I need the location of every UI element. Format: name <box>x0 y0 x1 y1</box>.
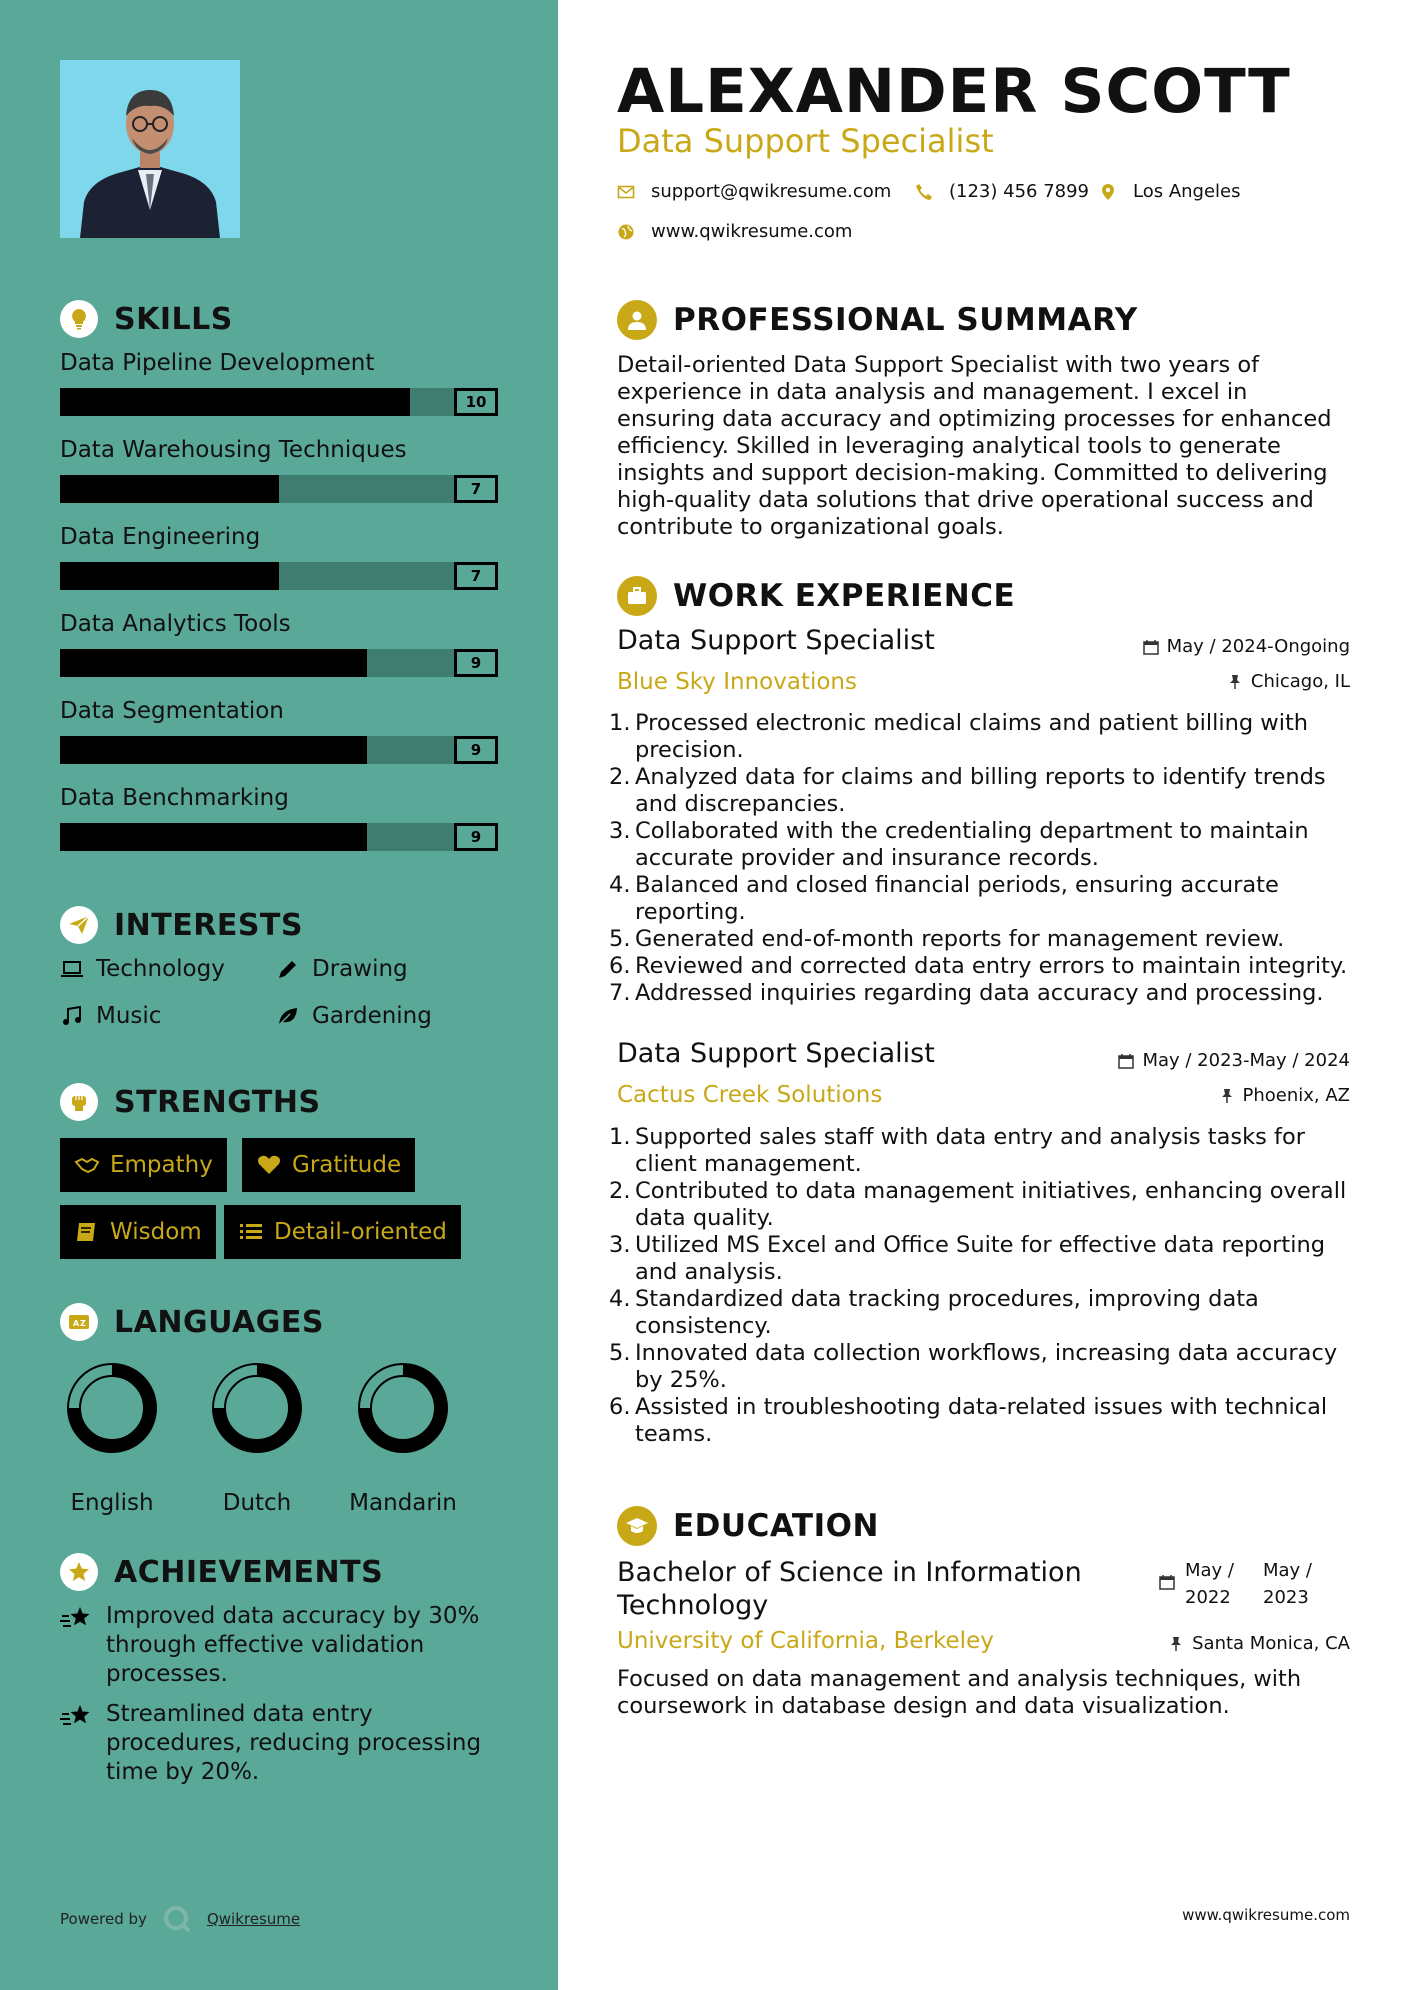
shooting-star-icon <box>60 1604 94 1634</box>
candidate-name: ALEXANDER SCOTT <box>617 56 1291 127</box>
map-pin-icon <box>1099 183 1117 201</box>
achievement-text: Streamlined data entry procedures, reducing processing time by 20%. <box>106 1701 482 1785</box>
strength-label: Empathy <box>110 1152 213 1178</box>
job-dates-text: May / 2023-May / 2024 <box>1142 1050 1350 1071</box>
education-title: EDUCATION <box>673 1508 879 1544</box>
strength-tag <box>224 1205 461 1259</box>
list-item <box>609 1124 1350 1178</box>
list-number: 5. <box>609 1340 631 1366</box>
language-ring <box>353 1358 453 1458</box>
list-item-text: Utilized MS Excel and Office Suite for effective data reporting and analysis. <box>635 1232 1326 1285</box>
pushpin-icon <box>1219 1088 1235 1104</box>
website-text[interactable]: www.qwikresume.com <box>651 221 853 242</box>
pushpin-icon <box>1227 674 1243 690</box>
email-text[interactable]: support@qwikresume.com <box>651 181 892 202</box>
list-number: 3. <box>609 818 631 844</box>
list-number: 4. <box>609 872 631 898</box>
skill-bar-fill <box>60 562 279 590</box>
list-icon <box>238 1219 264 1245</box>
skill-item <box>60 350 498 416</box>
language-name: Dutch <box>222 1490 292 1516</box>
skills-title: SKILLS <box>114 301 233 337</box>
interest-item <box>60 1003 161 1029</box>
skill-bar-fill <box>60 388 410 416</box>
achievements-title: ACHIEVEMENTS <box>114 1554 384 1590</box>
list-item <box>609 872 1350 926</box>
footer-website[interactable]: www.qwikresume.com <box>1182 1906 1350 1924</box>
list-item-text: Addressed inquiries regarding data accuracy and processing. <box>635 980 1324 1006</box>
list-item-text: Standardized data tracking procedures, improving data consistency. <box>635 1286 1259 1339</box>
phone-icon <box>915 183 933 201</box>
calendar-icon <box>1118 1053 1134 1069</box>
sidebar <box>0 0 558 1990</box>
summary-text: Detail-oriented Data Support Specialist with two years of experience in data analysis and management. I excel in ensuring data accuracy and optimizing processes for enhanced efficiency. Skilled in leveraging analytical tools to generate insights and support decision-making. Committed to delivering high-quality data solutions that drive operational success and contribute to organizational goals. <box>617 352 1332 540</box>
calendar-icon <box>1143 639 1159 655</box>
skill-value: 7 <box>454 562 498 590</box>
list-item <box>609 1286 1350 1340</box>
job-responsibilities <box>609 710 1350 1007</box>
envelope-icon <box>617 183 635 201</box>
strength-label: Gratitude <box>292 1152 402 1178</box>
contact-phone <box>915 181 1089 202</box>
list-number: 7. <box>609 980 631 1006</box>
job-dates <box>1118 1050 1350 1071</box>
interest-label: Gardening <box>312 1003 432 1029</box>
education-end-date: May / 2023 <box>1263 1560 1312 1608</box>
qwikresume-link[interactable]: Qwikresume <box>206 1910 301 1928</box>
skill-bar-fill <box>60 649 367 677</box>
heart-icon <box>256 1152 282 1178</box>
list-item-text: Balanced and closed financial periods, ensuring accurate reporting. <box>635 872 1279 925</box>
skill-name: Data Pipeline Development <box>60 350 375 376</box>
language-icon <box>60 1303 98 1341</box>
list-item-text: Contributed to data management initiatives, enhancing overall data quality. <box>635 1178 1347 1231</box>
list-number: 2. <box>609 764 631 790</box>
skill-item <box>60 698 498 764</box>
list-number: 6. <box>609 953 631 979</box>
strength-tag <box>60 1205 216 1259</box>
job-location-text: Chicago, IL <box>1250 671 1350 692</box>
job-company: Blue Sky Innovations <box>617 669 857 695</box>
list-number: 1. <box>609 710 631 736</box>
paper-plane-icon <box>60 906 98 944</box>
skill-bar <box>60 388 498 416</box>
list-item <box>609 818 1350 872</box>
shooting-star-icon <box>60 1702 94 1732</box>
list-item-text: Collaborated with the credentialing department to maintain accurate provider and insurance records. <box>635 818 1309 871</box>
language-item <box>187 1358 327 1516</box>
person-photo-icon <box>60 60 240 238</box>
interest-label: Music <box>96 1003 162 1029</box>
list-item <box>609 1340 1350 1394</box>
calendar-icon <box>1159 1574 1175 1590</box>
list-item-text: Innovated data collection workflows, increasing data accuracy by 25%. <box>635 1340 1338 1393</box>
qwikresume-logo-icon <box>161 1903 193 1935</box>
pushpin-icon <box>1168 1636 1184 1652</box>
list-number: 5. <box>609 926 631 952</box>
skill-value: 7 <box>454 475 498 503</box>
education-start-date: May / 2022 <box>1185 1560 1234 1608</box>
list-number: 6. <box>609 1394 631 1420</box>
strength-label: Detail-oriented <box>274 1219 447 1245</box>
contact-website <box>617 221 852 242</box>
strengths-title: STRENGTHS <box>114 1084 321 1120</box>
list-item <box>609 1394 1350 1448</box>
list-item <box>609 980 1350 1007</box>
job-title: Data Support Specialist <box>617 1038 935 1069</box>
contact-email <box>617 181 891 202</box>
skill-bar-fill <box>60 475 279 503</box>
interests-heading <box>60 906 303 944</box>
experience-title: WORK EXPERIENCE <box>673 578 1016 614</box>
skill-bar-fill <box>60 736 367 764</box>
skill-bar <box>60 736 498 764</box>
language-item <box>42 1358 182 1516</box>
contact-location <box>1099 181 1241 202</box>
education-description: Focused on data management and analysis techniques, with coursework in database design and data visualization. <box>617 1666 1302 1719</box>
skills-heading <box>60 300 233 338</box>
strength-label: Wisdom <box>110 1219 202 1245</box>
graduation-cap-icon <box>617 1506 657 1546</box>
language-ring <box>207 1358 307 1458</box>
powered-by-label: Powered by <box>60 1910 147 1928</box>
briefcase-icon <box>617 576 657 616</box>
education-location <box>1168 1633 1350 1654</box>
interest-label: Drawing <box>312 956 408 982</box>
skill-bar <box>60 649 498 677</box>
skill-name: Data Benchmarking <box>60 785 289 811</box>
svg-text:A: A <box>73 1319 80 1328</box>
list-number: 1. <box>609 1124 631 1150</box>
strength-tag <box>60 1138 227 1192</box>
achievements-heading <box>60 1553 383 1591</box>
list-item <box>609 764 1350 818</box>
language-name: Mandarin <box>349 1490 457 1516</box>
language-name: English <box>70 1490 154 1516</box>
summary-heading <box>617 300 1138 340</box>
profile-photo <box>60 60 240 238</box>
phone-text[interactable]: (123) 456 7899 <box>949 181 1090 202</box>
school-name: University of California, Berkeley <box>617 1628 994 1654</box>
skill-bar <box>60 475 498 503</box>
skill-name: Data Engineering <box>60 524 261 550</box>
list-item-text: Assisted in troubleshooting data-related issues with technical teams. <box>635 1394 1328 1447</box>
music-icon <box>60 1004 84 1028</box>
globe-icon <box>617 223 635 241</box>
list-item-text: Generated end-of-month reports for management review. <box>635 926 1285 952</box>
star-badge-icon <box>60 1553 98 1591</box>
list-number: 3. <box>609 1232 631 1258</box>
list-item <box>609 926 1350 953</box>
interest-item <box>60 956 225 982</box>
job-company: Cactus Creek Solutions <box>617 1082 883 1108</box>
list-item-text: Analyzed data for claims and billing reports to identify trends and discrepancies. <box>635 764 1326 817</box>
leaf-icon <box>276 1004 300 1028</box>
skill-item <box>60 524 498 590</box>
user-icon <box>617 300 657 340</box>
job-location <box>1219 1085 1351 1106</box>
list-item <box>609 1232 1350 1286</box>
language-item <box>333 1358 473 1516</box>
interests-title: INTERESTS <box>114 907 303 943</box>
interest-label: Technology <box>96 956 225 982</box>
list-item <box>609 710 1350 764</box>
skill-value: 9 <box>454 649 498 677</box>
education-heading <box>617 1506 879 1546</box>
main-content <box>609 0 1350 1990</box>
interest-item <box>276 956 408 982</box>
lightbulb-icon <box>60 300 98 338</box>
skill-name: Data Warehousing Techniques <box>60 437 407 463</box>
job-dates <box>1143 636 1350 657</box>
languages-title: LANGUAGES <box>114 1304 324 1340</box>
skill-item <box>60 437 498 503</box>
strength-tag <box>242 1138 415 1192</box>
job-responsibilities <box>609 1124 1350 1448</box>
pencil-icon <box>276 957 300 981</box>
degree-name: Bachelor of Science in Information Technology <box>617 1557 1082 1621</box>
list-item <box>609 1178 1350 1232</box>
laptop-icon <box>60 957 84 981</box>
handshake-icon <box>74 1152 100 1178</box>
list-number: 2. <box>609 1178 631 1204</box>
skill-name: Data Analytics Tools <box>60 611 291 637</box>
experience-heading <box>617 576 1015 616</box>
skill-item <box>60 785 498 851</box>
skill-bar <box>60 562 498 590</box>
location-text: Los Angeles <box>1133 181 1241 202</box>
skill-value: 10 <box>454 388 498 416</box>
job-location <box>1227 671 1350 692</box>
fist-icon <box>60 1083 98 1121</box>
achievement-item <box>60 1602 500 1689</box>
list-item-text: Supported sales staff with data entry and analysis tasks for client management. <box>635 1124 1305 1177</box>
skill-bar <box>60 823 498 851</box>
skill-item <box>60 611 498 677</box>
interest-item <box>276 1003 432 1029</box>
job-dates-text: May / 2024-Ongoing <box>1166 636 1350 657</box>
list-item <box>609 953 1350 980</box>
achievement-text: Improved data accuracy by 30% through effective validation processes. <box>106 1603 480 1687</box>
skill-name: Data Segmentation <box>60 698 284 724</box>
powered-by <box>60 1903 300 1935</box>
job-title: Data Support Specialist <box>617 625 935 656</box>
svg-text:Z: Z <box>80 1319 86 1328</box>
language-ring <box>62 1358 162 1458</box>
skill-value: 9 <box>454 823 498 851</box>
strengths-heading <box>60 1083 321 1121</box>
achievement-item <box>60 1700 500 1787</box>
skill-value: 9 <box>454 736 498 764</box>
summary-title: PROFESSIONAL SUMMARY <box>673 302 1138 338</box>
list-item-text: Processed electronic medical claims and patient billing with precision. <box>635 710 1309 763</box>
job-location-text: Phoenix, AZ <box>1242 1085 1350 1106</box>
book-icon <box>74 1219 100 1245</box>
education-location-text: Santa Monica, CA <box>1192 1633 1350 1654</box>
candidate-title: Data Support Specialist <box>617 122 994 160</box>
languages-heading <box>60 1303 324 1341</box>
skill-bar-fill <box>60 823 367 851</box>
list-item-text: Reviewed and corrected data entry errors to maintain integrity. <box>635 953 1348 979</box>
list-number: 4. <box>609 1286 631 1312</box>
